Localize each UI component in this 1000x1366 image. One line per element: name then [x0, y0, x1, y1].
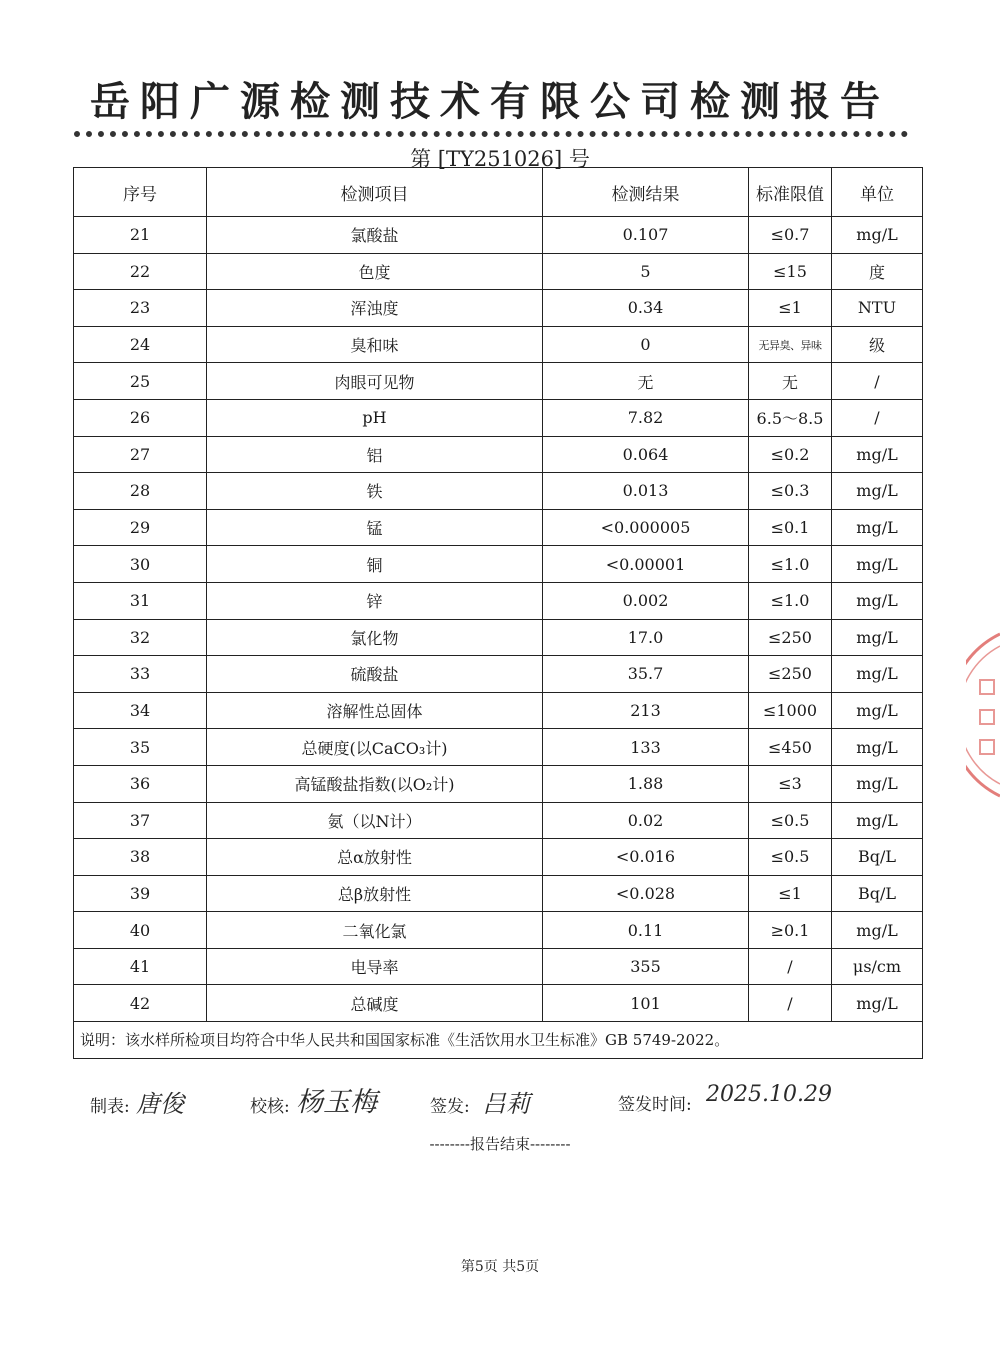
cell-result: 0.02 — [543, 802, 749, 839]
cell-unit: 度 — [832, 253, 923, 290]
cell-limit: 无异臭、异味 — [749, 326, 832, 363]
cell-result: 35.7 — [543, 656, 749, 693]
prepared-by-signature: 唐俊 — [136, 1090, 184, 1118]
cell-limit: ≤1 — [749, 875, 832, 912]
cell-limit: ≤0.5 — [749, 839, 832, 876]
cell-result: 7.82 — [543, 399, 749, 436]
checked-by-label: 校核: — [250, 1097, 290, 1117]
cell-unit: mg/L — [832, 765, 923, 802]
cell-item: 浑浊度 — [207, 290, 543, 327]
issue-date-value: 2025.10.29 — [706, 1082, 832, 1107]
cell-no: 37 — [74, 802, 207, 839]
cell-no: 23 — [74, 290, 207, 327]
cell-item: 高锰酸盐指数(以O₂计) — [207, 765, 543, 802]
cell-unit: mg/L — [832, 656, 923, 693]
cell-result: 1.88 — [543, 765, 749, 802]
cell-no: 22 — [74, 253, 207, 290]
cell-result: 0.107 — [543, 217, 749, 254]
table-row — [74, 399, 923, 436]
col-header-limit: 标准限值 — [749, 168, 832, 217]
cell-no: 25 — [74, 363, 207, 400]
cell-unit: mg/L — [832, 619, 923, 656]
cell-limit: ≤3 — [749, 765, 832, 802]
cell-no: 24 — [74, 326, 207, 363]
table-row — [74, 217, 923, 254]
cell-result: 213 — [543, 692, 749, 729]
cell-limit: ≤0.3 — [749, 473, 832, 510]
cell-unit: mg/L — [832, 436, 923, 473]
table-row — [74, 765, 923, 802]
table-row — [74, 290, 923, 327]
table-row — [74, 802, 923, 839]
cell-result: 17.0 — [543, 619, 749, 656]
table-row — [74, 436, 923, 473]
table-row — [74, 656, 923, 693]
report-end-marker: --------报告结束-------- — [429, 1135, 571, 1153]
table-row — [74, 839, 923, 876]
cell-limit: ≤0.1 — [749, 509, 832, 546]
cell-item: 硫酸盐 — [207, 656, 543, 693]
issued-by-label: 签发: — [430, 1097, 470, 1117]
cell-limit: / — [749, 948, 832, 985]
cell-unit: Bq/L — [832, 839, 923, 876]
col-header-unit: 单位 — [832, 168, 923, 217]
report-title: 岳阳广源检测技术有限公司检测报告 — [90, 79, 890, 125]
cell-item: 锰 — [207, 509, 543, 546]
table-row — [74, 363, 923, 400]
cell-no: 32 — [74, 619, 207, 656]
cell-unit: mg/L — [832, 985, 923, 1022]
cell-result: 101 — [543, 985, 749, 1022]
cell-result: <0.00001 — [543, 546, 749, 583]
cell-limit: ≤0.7 — [749, 217, 832, 254]
cell-no: 42 — [74, 985, 207, 1022]
cell-item: 总硬度(以CaCO₃计) — [207, 729, 543, 766]
cell-unit: mg/L — [832, 546, 923, 583]
cell-no: 39 — [74, 875, 207, 912]
col-header-no: 序号 — [74, 168, 207, 217]
cell-limit: ≤1 — [749, 290, 832, 327]
table-row — [74, 582, 923, 619]
cell-limit: ≤15 — [749, 253, 832, 290]
cell-result: 355 — [543, 948, 749, 985]
company-seal-icon — [966, 630, 1000, 800]
cell-limit: ≤0.2 — [749, 436, 832, 473]
cell-limit: / — [749, 985, 832, 1022]
prepared-by-label: 制表: — [90, 1097, 130, 1117]
cell-no: 28 — [74, 473, 207, 510]
cell-result: <0.028 — [543, 875, 749, 912]
cell-item: 铁 — [207, 473, 543, 510]
cell-limit: ≤250 — [749, 656, 832, 693]
cell-item: 色度 — [207, 253, 543, 290]
cell-result: 0 — [543, 326, 749, 363]
table-row — [74, 253, 923, 290]
cell-item: 铜 — [207, 546, 543, 583]
results-table — [73, 167, 923, 1059]
cell-unit: mg/L — [832, 802, 923, 839]
cell-no: 30 — [74, 546, 207, 583]
cell-no: 36 — [74, 765, 207, 802]
cell-limit: ≤0.5 — [749, 802, 832, 839]
cell-limit: ≤450 — [749, 729, 832, 766]
cell-result: 0.34 — [543, 290, 749, 327]
cell-unit: mg/L — [832, 912, 923, 949]
cell-limit: ≤1.0 — [749, 582, 832, 619]
table-header-row — [74, 168, 923, 217]
cell-no: 35 — [74, 729, 207, 766]
table-row — [74, 546, 923, 583]
cell-no: 29 — [74, 509, 207, 546]
cell-unit: mg/L — [832, 692, 923, 729]
cell-item: 氯酸盐 — [207, 217, 543, 254]
cell-item: 总β放射性 — [207, 875, 543, 912]
cell-item: 臭和味 — [207, 326, 543, 363]
cell-unit: / — [832, 399, 923, 436]
table-row — [74, 473, 923, 510]
cell-no: 33 — [74, 656, 207, 693]
cell-limit: 6.5～8.5 — [749, 399, 832, 436]
cell-unit: NTU — [832, 290, 923, 327]
col-header-result: 检测结果 — [543, 168, 749, 217]
signature-row — [0, 1082, 1000, 1132]
cell-item: 电导率 — [207, 948, 543, 985]
cell-item: 二氧化氯 — [207, 912, 543, 949]
cell-no: 41 — [74, 948, 207, 985]
cell-item: 氨（以N计） — [207, 802, 543, 839]
issued-by-signature: 吕莉 — [482, 1090, 530, 1118]
table-row — [74, 985, 923, 1022]
col-header-item: 检测项目 — [207, 168, 543, 217]
cell-unit: / — [832, 363, 923, 400]
cell-unit: Bq/L — [832, 875, 923, 912]
cell-unit: mg/L — [832, 509, 923, 546]
table-row — [74, 875, 923, 912]
cell-limit: ≤1000 — [749, 692, 832, 729]
cell-result: 133 — [543, 729, 749, 766]
checked-by-signature: 杨玉梅 — [296, 1087, 377, 1118]
conformity-note: 说明：该水样所检项目均符合中华人民共和国国家标准《生活饮用水卫生标准》GB 5749-2022。 — [74, 1022, 923, 1059]
table-row — [74, 619, 923, 656]
cell-result: <0.000005 — [543, 509, 749, 546]
cell-limit: ≤250 — [749, 619, 832, 656]
table-row — [74, 692, 923, 729]
cell-item: 总碱度 — [207, 985, 543, 1022]
cell-result: 0.002 — [543, 582, 749, 619]
cell-unit: mg/L — [832, 582, 923, 619]
title-divider — [74, 131, 908, 137]
cell-item: pH — [207, 399, 543, 436]
issue-date-label: 签发时间: — [618, 1095, 692, 1115]
cell-unit: mg/L — [832, 217, 923, 254]
cell-result: 5 — [543, 253, 749, 290]
cell-item: 溶解性总固体 — [207, 692, 543, 729]
page-number: 第5页 共5页 — [460, 1259, 540, 1275]
cell-item: 铝 — [207, 436, 543, 473]
table-row — [74, 912, 923, 949]
cell-result: 0.064 — [543, 436, 749, 473]
cell-item: 总α放射性 — [207, 839, 543, 876]
cell-no: 27 — [74, 436, 207, 473]
cell-unit: μs/cm — [832, 948, 923, 985]
table-row — [74, 729, 923, 766]
table-row — [74, 948, 923, 985]
cell-no: 26 — [74, 399, 207, 436]
table-note-row — [74, 1022, 923, 1059]
cell-result: 0.11 — [543, 912, 749, 949]
table-row — [74, 509, 923, 546]
cell-result: <0.016 — [543, 839, 749, 876]
report-number: 第 [TY251026] 号 — [410, 147, 590, 171]
cell-unit: 级 — [832, 326, 923, 363]
cell-item: 锌 — [207, 582, 543, 619]
cell-no: 40 — [74, 912, 207, 949]
cell-limit: ≤1.0 — [749, 546, 832, 583]
cell-item: 氯化物 — [207, 619, 543, 656]
cell-item: 肉眼可见物 — [207, 363, 543, 400]
cell-unit: mg/L — [832, 473, 923, 510]
cell-no: 21 — [74, 217, 207, 254]
cell-limit: 无 — [749, 363, 832, 400]
cell-result: 无 — [543, 363, 749, 400]
cell-unit: mg/L — [832, 729, 923, 766]
cell-result: 0.013 — [543, 473, 749, 510]
cell-no: 31 — [74, 582, 207, 619]
cell-no: 38 — [74, 839, 207, 876]
table-row — [74, 326, 923, 363]
cell-no: 34 — [74, 692, 207, 729]
cell-limit: ≥0.1 — [749, 912, 832, 949]
